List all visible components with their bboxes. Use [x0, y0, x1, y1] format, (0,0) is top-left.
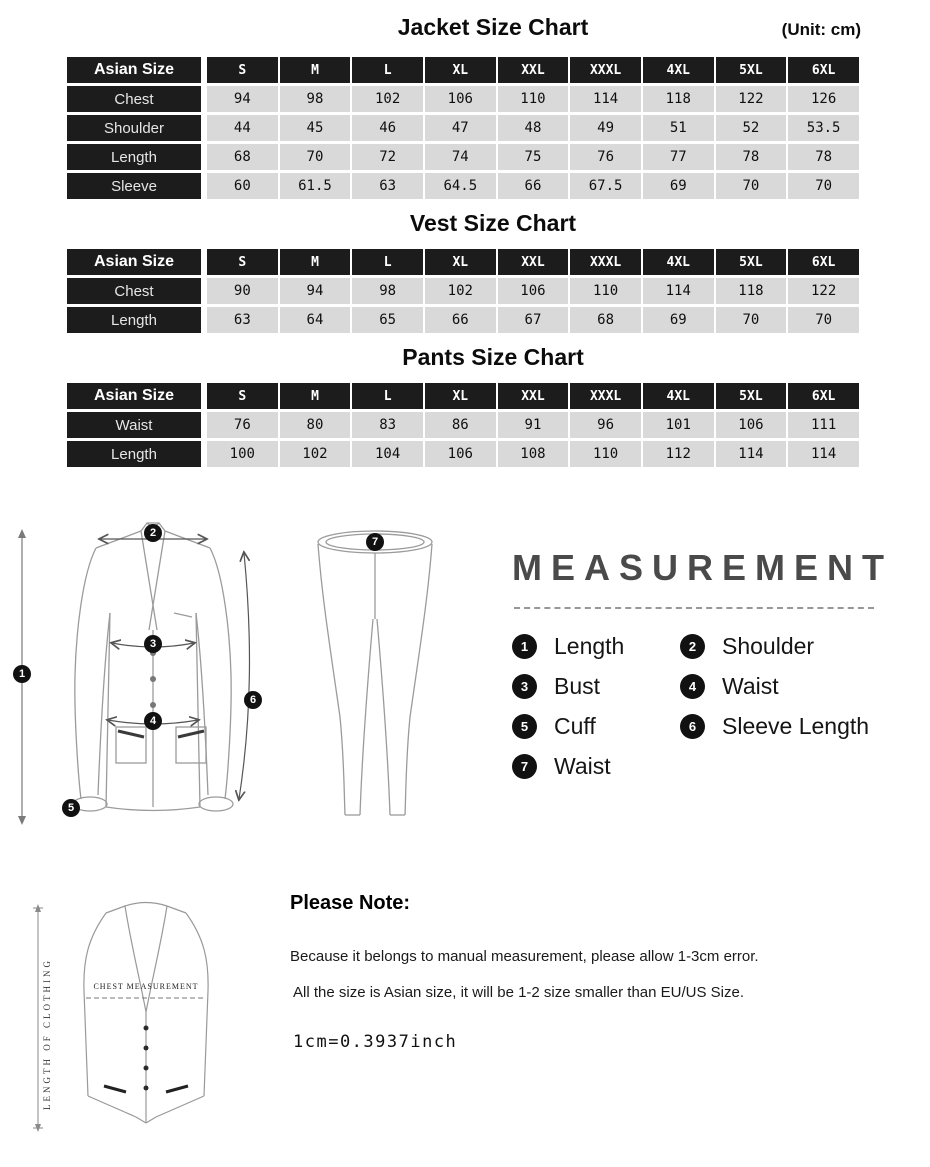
size-value-cell: 66	[498, 173, 569, 199]
size-value-cell: 104	[352, 441, 423, 467]
legend-item	[512, 631, 680, 661]
marker-2-badge: 2	[144, 524, 162, 542]
size-value-cell: 118	[716, 278, 787, 304]
size-value-cell: 51	[643, 115, 714, 141]
pants-size-table	[65, 380, 861, 470]
size-column-header: 6XL	[788, 249, 859, 275]
legend-label: Bust	[554, 672, 601, 699]
size-value-cell: 86	[425, 412, 496, 438]
size-value-cell: 110	[570, 278, 641, 304]
size-column-header: 5XL	[716, 57, 787, 83]
size-value-cell: 91	[498, 412, 569, 438]
size-column-header: XL	[425, 383, 496, 409]
size-column-header: 4XL	[643, 57, 714, 83]
size-value-cell: 122	[788, 278, 859, 304]
size-column-header: M	[280, 57, 351, 83]
size-value-cell: 106	[425, 441, 496, 467]
measurement-section	[0, 505, 930, 875]
size-value-cell: 61.5	[280, 173, 351, 199]
legend-item	[680, 631, 910, 661]
size-value-cell: 114	[643, 278, 714, 304]
size-column-header: 4XL	[643, 249, 714, 275]
cm-inch-conversion: 1cm=0.3937inch	[293, 1032, 458, 1052]
vest-chart-title: Vest Size Chart	[409, 210, 577, 236]
size-value-cell: 94	[207, 86, 278, 112]
legend-label: Shoulder	[722, 632, 815, 659]
size-value-cell: 45	[280, 115, 351, 141]
legend-number-badge: 4	[680, 674, 705, 699]
size-column-header: 5XL	[716, 383, 787, 409]
size-value-cell: 122	[716, 86, 787, 112]
size-value-cell: 102	[352, 86, 423, 112]
length-of-clothing-label: LENGTH OF CLOTHING	[42, 958, 52, 1110]
note-line-2: All the size is Asian size, it will be 1-2 size smaller than EU/US Size.	[293, 984, 745, 1001]
legend-item	[680, 671, 910, 701]
size-table-row	[67, 307, 859, 333]
size-value-cell: 83	[352, 412, 423, 438]
size-value-cell: 65	[352, 307, 423, 333]
marker-3-badge: 3	[144, 635, 162, 653]
marker-1-badge: 1	[13, 665, 31, 683]
size-value-cell: 118	[643, 86, 714, 112]
vest-size-table	[65, 246, 861, 336]
size-value-cell: 64.5	[425, 173, 496, 199]
measurement-row-label: Length	[67, 307, 205, 333]
size-column-header: 5XL	[716, 249, 787, 275]
size-table-row	[67, 115, 859, 141]
size-column-header: XXL	[498, 249, 569, 275]
size-value-cell: 114	[570, 86, 641, 112]
measurement-row-label: Waist	[67, 412, 205, 438]
size-column-header: L	[352, 249, 423, 275]
size-value-cell: 75	[498, 144, 569, 170]
size-value-cell: 53.5	[788, 115, 859, 141]
legend-label: Length	[554, 632, 625, 659]
legend-label: Waist	[722, 672, 779, 699]
legend-number-badge: 1	[512, 634, 537, 659]
legend-label: Cuff	[554, 712, 596, 739]
size-value-cell: 60	[207, 173, 278, 199]
size-value-cell: 76	[570, 144, 641, 170]
size-column-header: XXL	[498, 383, 569, 409]
size-value-cell: 114	[788, 441, 859, 467]
jacket-illustration	[48, 515, 278, 825]
size-value-cell: 49	[570, 115, 641, 141]
measurement-row-label: Chest	[67, 86, 205, 112]
size-value-cell: 94	[280, 278, 351, 304]
size-value-cell: 111	[788, 412, 859, 438]
jacket-chart-title: Jacket Size Chart	[397, 14, 589, 40]
size-table-row	[67, 278, 859, 304]
size-value-cell: 98	[280, 86, 351, 112]
size-column-header: XXXL	[570, 383, 641, 409]
pants-illustration	[300, 527, 450, 822]
size-value-cell: 46	[352, 115, 423, 141]
size-column-header: 6XL	[788, 383, 859, 409]
legend-number-badge: 2	[680, 634, 705, 659]
size-column-header: S	[207, 383, 278, 409]
size-column-header: L	[352, 383, 423, 409]
size-value-cell: 68	[570, 307, 641, 333]
size-value-cell: 66	[425, 307, 496, 333]
chest-measurement-label: CHEST MEASUREMENT	[93, 982, 199, 991]
size-value-cell: 106	[716, 412, 787, 438]
size-value-cell: 52	[716, 115, 787, 141]
size-value-cell: 78	[716, 144, 787, 170]
marker-5-badge: 5	[62, 799, 80, 817]
size-column-header: S	[207, 249, 278, 275]
size-axis-header: Asian Size	[67, 249, 205, 275]
size-column-header: L	[352, 57, 423, 83]
size-value-cell: 102	[280, 441, 351, 467]
vest-diagram	[28, 896, 263, 1141]
vest-illustration	[28, 896, 263, 1141]
note-line-1: Because it belongs to manual measurement, please allow 1-3cm error.	[290, 948, 759, 965]
measurement-row-label: Sleeve	[67, 173, 205, 199]
marker-6-badge: 6	[244, 691, 262, 709]
measurement-title: MEASUREMENT	[512, 547, 894, 588]
legend-label: Sleeve Length	[722, 712, 870, 739]
size-table-header-row	[67, 383, 859, 409]
size-column-header: 4XL	[643, 383, 714, 409]
measurement-row-label: Length	[67, 441, 205, 467]
legend-item	[512, 751, 680, 781]
size-value-cell: 63	[207, 307, 278, 333]
size-value-cell: 106	[498, 278, 569, 304]
size-column-header: XXL	[498, 57, 569, 83]
size-value-cell: 77	[643, 144, 714, 170]
measurement-row-label: Shoulder	[67, 115, 205, 141]
unit-label: (Unit: cm)	[781, 20, 861, 39]
size-table-row	[67, 86, 859, 112]
size-value-cell: 70	[788, 307, 859, 333]
marker-7-badge: 7	[366, 533, 384, 551]
size-column-header: XL	[425, 249, 496, 275]
size-table-header-row	[67, 57, 859, 83]
size-column-header: M	[280, 249, 351, 275]
size-value-cell: 63	[352, 173, 423, 199]
marker-4-badge: 4	[144, 712, 162, 730]
size-value-cell: 90	[207, 278, 278, 304]
size-value-cell: 96	[570, 412, 641, 438]
size-table-row	[67, 412, 859, 438]
size-axis-header: Asian Size	[67, 57, 205, 83]
size-value-cell: 74	[425, 144, 496, 170]
dashed-divider	[514, 607, 874, 609]
size-value-cell: 69	[643, 173, 714, 199]
size-value-cell: 48	[498, 115, 569, 141]
size-value-cell: 108	[498, 441, 569, 467]
size-value-cell: 110	[498, 86, 569, 112]
size-table-header-row	[67, 249, 859, 275]
legend-item	[512, 711, 680, 741]
size-value-cell: 78	[788, 144, 859, 170]
size-column-header: XXXL	[570, 57, 641, 83]
note-section	[0, 880, 930, 1167]
measurement-legend	[512, 631, 910, 781]
size-value-cell: 114	[716, 441, 787, 467]
vest-title-row	[65, 210, 861, 246]
size-value-cell: 68	[207, 144, 278, 170]
legend-number-badge: 7	[512, 754, 537, 779]
size-value-cell: 72	[352, 144, 423, 170]
size-table-row	[67, 441, 859, 467]
size-value-cell: 69	[643, 307, 714, 333]
size-column-header: S	[207, 57, 278, 83]
size-value-cell: 47	[425, 115, 496, 141]
size-value-cell: 70	[788, 173, 859, 199]
size-value-cell: 70	[280, 144, 351, 170]
size-column-header: 6XL	[788, 57, 859, 83]
size-value-cell: 64	[280, 307, 351, 333]
jacket-size-table	[65, 54, 861, 202]
size-value-cell: 126	[788, 86, 859, 112]
size-value-cell: 98	[352, 278, 423, 304]
measurement-row-label: Chest	[67, 278, 205, 304]
pants-title-row	[65, 344, 861, 380]
tables-section	[65, 14, 861, 470]
size-value-cell: 67	[498, 307, 569, 333]
legend-number-badge: 6	[680, 714, 705, 739]
size-value-cell: 70	[716, 307, 787, 333]
legend-number-badge: 3	[512, 674, 537, 699]
size-value-cell: 44	[207, 115, 278, 141]
size-value-cell: 110	[570, 441, 641, 467]
size-column-header: XL	[425, 57, 496, 83]
size-value-cell: 76	[207, 412, 278, 438]
jacket-title-row	[65, 14, 861, 54]
size-table-row	[67, 144, 859, 170]
please-note-heading: Please Note:	[290, 892, 411, 914]
size-value-cell: 70	[716, 173, 787, 199]
size-table-row	[67, 173, 859, 199]
legend-item	[512, 671, 680, 701]
measurement-row-label: Length	[67, 144, 205, 170]
size-value-cell: 100	[207, 441, 278, 467]
size-value-cell: 80	[280, 412, 351, 438]
size-value-cell: 112	[643, 441, 714, 467]
legend-item	[680, 711, 910, 741]
size-value-cell: 67.5	[570, 173, 641, 199]
size-axis-header: Asian Size	[67, 383, 205, 409]
size-value-cell: 101	[643, 412, 714, 438]
size-value-cell: 106	[425, 86, 496, 112]
pants-chart-title: Pants Size Chart	[402, 344, 584, 370]
size-column-header: XXXL	[570, 249, 641, 275]
size-column-header: M	[280, 383, 351, 409]
legend-number-badge: 5	[512, 714, 537, 739]
legend-label: Waist	[554, 752, 611, 779]
size-value-cell: 102	[425, 278, 496, 304]
